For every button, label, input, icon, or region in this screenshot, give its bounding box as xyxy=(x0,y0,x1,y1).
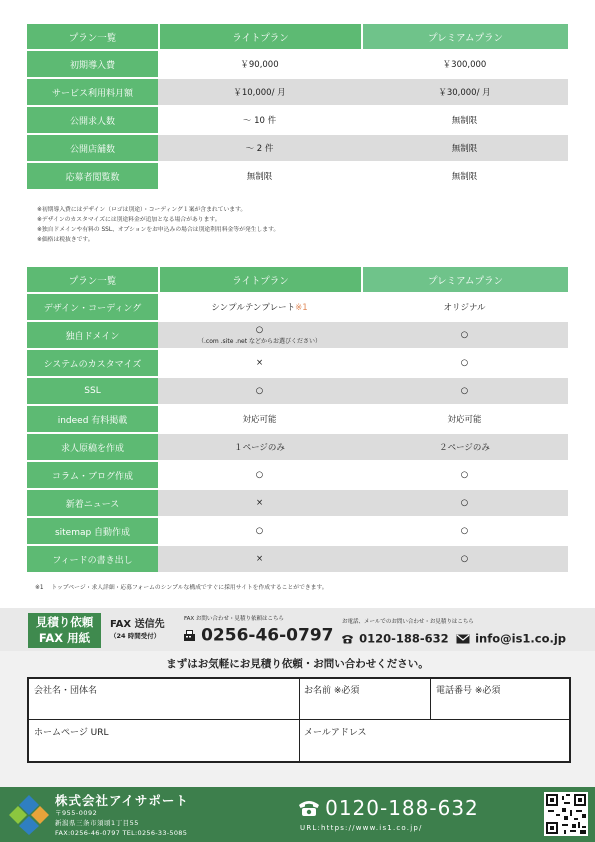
premium-value: ○ xyxy=(361,322,568,348)
table-row xyxy=(27,406,568,432)
fax-send-label: FAX 送信先 xyxy=(110,619,165,630)
table-header-row xyxy=(27,267,568,292)
table-row xyxy=(27,434,568,460)
email-group xyxy=(456,628,566,647)
row-label: 公開求人数 xyxy=(27,107,158,133)
contact-caption: お電話、メールでのお問い合わせ・お見積りはこちら xyxy=(342,619,474,625)
fax-badge xyxy=(28,613,101,648)
row-label: 独自ドメイン xyxy=(27,322,158,348)
premium-value: オリジナル xyxy=(361,294,568,320)
footnote xyxy=(35,583,575,593)
form-divider xyxy=(299,679,300,761)
lite-value: 無制限 xyxy=(158,163,361,189)
table-row xyxy=(27,546,568,572)
row-label: 求人原稿を作成 xyxy=(27,434,158,460)
premium-value: ○ xyxy=(361,462,568,488)
tel-group xyxy=(341,628,449,647)
badge-line-2: FAX 用紙 xyxy=(38,631,91,645)
name-field[interactable]: お名前 ※必須 xyxy=(304,686,360,696)
table-row xyxy=(27,518,568,544)
lite-value: ～ 2 件 xyxy=(158,135,361,161)
lite-value xyxy=(158,322,361,348)
premium-value: ２ページのみ xyxy=(361,434,568,460)
mail-icon xyxy=(456,634,470,644)
lite-value: ￥10,000/ 月 xyxy=(158,79,361,105)
phone-field[interactable]: 電話番号 ※必須 xyxy=(436,686,501,696)
table-row xyxy=(27,378,568,404)
domain-note: （.com .site .net などからお選びください） xyxy=(198,338,321,345)
row-label: SSL xyxy=(27,378,158,404)
footer-url[interactable]: URL:https://www.is1.co.jp/ xyxy=(300,824,423,832)
lite-value: 対応可能 xyxy=(158,406,361,432)
row-label: indeed 有料掲載 xyxy=(27,406,158,432)
row-label: 応募者閲覧数 xyxy=(27,163,158,189)
table-row xyxy=(27,350,568,376)
table-header-row xyxy=(27,24,568,49)
footnote-text: トップページ・求人詳細・応募フォームのシンプルな構成ですぐに採用サイトを作成することができます。 xyxy=(51,585,328,591)
company-logo-icon xyxy=(9,795,49,835)
header-lite-plan: ライトプラン xyxy=(158,24,361,49)
lite-value: × xyxy=(158,350,361,376)
row-label: コラム・ブログ作成 xyxy=(27,462,158,488)
lite-value: ～ 10 件 xyxy=(158,107,361,133)
lite-value: １ページのみ xyxy=(158,434,361,460)
header-plan-list: プラン一覧 xyxy=(27,24,158,49)
premium-value: ○ xyxy=(361,350,568,376)
footer xyxy=(0,787,595,842)
pricing-notes xyxy=(37,205,557,245)
company-fax-tel: FAX:0256-46-0797 TEL:0256-33-5085 xyxy=(55,829,188,837)
table-row xyxy=(27,135,568,161)
premium-value: ○ xyxy=(361,490,568,516)
fax-number-group xyxy=(183,625,334,646)
table-row xyxy=(27,163,568,189)
company-name: 株式会社アイサポート xyxy=(55,793,189,808)
lite-value: ￥90,000 xyxy=(158,51,361,77)
table-row xyxy=(27,462,568,488)
fax-machine-icon xyxy=(183,629,196,642)
phone-icon xyxy=(341,634,354,644)
qr-code xyxy=(544,792,588,836)
homepage-field[interactable]: ホームページ URL xyxy=(34,728,109,738)
footer-tel: 0120-188-632 xyxy=(325,796,479,820)
footer-tel-group xyxy=(298,796,479,820)
lite-value: ○ xyxy=(158,378,361,404)
table-row xyxy=(27,490,568,516)
table-row xyxy=(27,107,568,133)
email-field[interactable]: メールアドレス xyxy=(304,728,367,738)
table-row xyxy=(27,79,568,105)
row-label: サービス利用料月額 xyxy=(27,79,158,105)
header-premium-plan: プレミアムプラン xyxy=(361,267,568,292)
pricing-table xyxy=(27,22,568,191)
footnote-mark: ※1 xyxy=(35,585,44,591)
lite-value: × xyxy=(158,490,361,516)
header-premium-plan: プレミアムプラン xyxy=(361,24,568,49)
lite-text: シンプルテンプレート xyxy=(211,303,296,313)
badge-line-1: 見積り依頼 xyxy=(35,615,94,629)
footnote-mark: ※1 xyxy=(295,303,308,313)
features-table xyxy=(27,265,568,574)
fax-number: 0256-46-0797 xyxy=(201,625,334,646)
premium-value: ￥300,000 xyxy=(361,51,568,77)
form-divider xyxy=(430,679,431,719)
header-plan-list: プラン一覧 xyxy=(27,267,158,292)
email-address[interactable]: info@is1.co.jp xyxy=(475,631,567,646)
lite-value xyxy=(158,294,361,320)
qr-code-icon xyxy=(544,792,588,836)
row-label: 初期導入費 xyxy=(27,51,158,77)
note-line: ※価格は税抜きです。 xyxy=(37,237,94,243)
row-label: sitemap 自動作成 xyxy=(27,518,158,544)
premium-value: ○ xyxy=(361,518,568,544)
lite-value: ○ xyxy=(158,518,361,544)
table-row xyxy=(27,294,568,320)
premium-value: 無制限 xyxy=(361,107,568,133)
phone-icon xyxy=(298,799,320,817)
premium-value: ○ xyxy=(361,378,568,404)
row-label: フィードの書き出し xyxy=(27,546,158,572)
fax-caption: FAX お問い合わせ・見積り依頼はこちら xyxy=(184,616,284,622)
row-label: 公開店舗数 xyxy=(27,135,158,161)
lite-value: ○ xyxy=(158,462,361,488)
premium-value: 無制限 xyxy=(361,135,568,161)
row-label: デザイン・コーディング xyxy=(27,294,158,320)
table-row xyxy=(27,51,568,77)
company-zip: 〒955-0092 xyxy=(55,809,98,817)
lite-value: × xyxy=(158,546,361,572)
note-line: ※デザインのカスタマイズには別途料金が追加となる場合があります。 xyxy=(37,217,221,223)
premium-value: 対応可能 xyxy=(361,406,568,432)
table-row xyxy=(27,322,568,348)
premium-value: ￥30,000/ 月 xyxy=(361,79,568,105)
note-line: ※初期導入費にはデザイン（ロゴは別途）・コーディング１案が含まれています。 xyxy=(37,207,247,213)
header-lite-plan: ライトプラン xyxy=(158,267,361,292)
row-label: 新着ニュース xyxy=(27,490,158,516)
fax-hours: （24 時間受付） xyxy=(110,632,161,640)
company-address: 新潟県三条市須頃1丁目55 xyxy=(55,819,139,827)
premium-value: ○ xyxy=(361,546,568,572)
note-line: ※独自ドメインや有料の SSL、オプションをお申込みの場合は別途利用料金等が発生します。 xyxy=(37,227,280,233)
premium-value: 無制限 xyxy=(361,163,568,189)
form-heading: まずはお気軽にお見積り依頼・お問い合わせください。 xyxy=(166,658,429,670)
row-label: システムのカスタマイズ xyxy=(27,350,158,376)
inquiry-form xyxy=(27,677,571,763)
tel-number: 0120-188-632 xyxy=(359,631,449,646)
lite-text: ○ xyxy=(255,325,264,335)
company-field[interactable]: 会社名・団体名 xyxy=(34,686,98,696)
